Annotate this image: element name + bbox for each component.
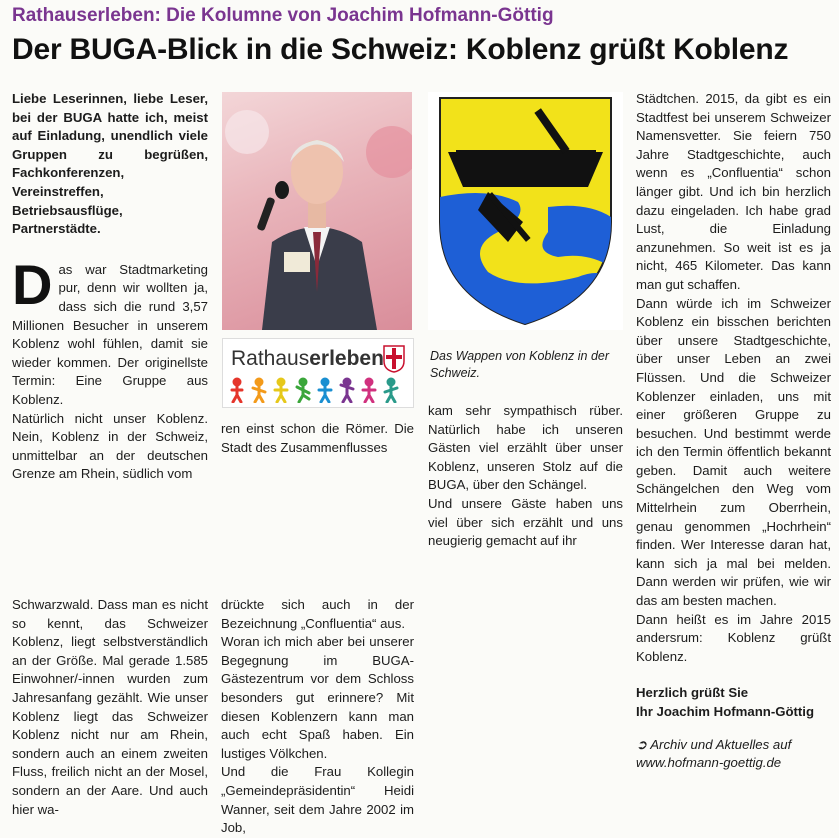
archive-line: [636, 736, 831, 755]
arrow-icon: ➲: [636, 736, 648, 752]
logo-text-b: erleben: [309, 347, 384, 370]
body-paragraph: Dann würde ich im Schweizer Koblenz ein bisschen berichten über unsere Stadtgeschichte, über unser Leben an zwei Flüssen. Und die Schweizer Koblenzer einladen, uns mit einer größeren Gruppe zu besuchen. Und bestimmt werde ich den Termin öffentlich bekannt geben. Damit auch weitere Schängelchen den Weg vom Mittelrhein zum Oberrhein, genau genommen „Hochrhein“ finden. Wer Interesse daran hat, kann sich ja mal bei melden. Dann werden wir prüfen, wie wir das am besten machen.: [636, 295, 831, 609]
column-2-bottom: [221, 596, 414, 838]
body-paragraph: drückte sich auch in der Bezeichnung „Confluentia“ aus.: [221, 597, 414, 631]
column-kicker: Rathauserleben: Die Kolumne von Joachim Hofmann-Göttig: [12, 5, 554, 26]
signature-line-2: Ihr Joachim Hofmann-Göttig: [636, 704, 815, 719]
coat-of-arms-icon: [383, 345, 405, 373]
figures-icon: [229, 377, 409, 403]
rathauserleben-logo: [222, 338, 414, 408]
body-paragraph: Und die Frau Kollegin „Gemeindepräsidentin“ Heidi Wanner, seit dem Jahre 2002 im Job,: [221, 764, 414, 836]
intro-paragraph: Liebe Leserinnen, liebe Leser, bei der BUGA hatte ich, meist auf Einladung, unendlich viele Gruppen zu begrüßen, Fachkonferenzen, Vereinstreffen, Betriebsausflüge, Partnerstädte.: [12, 91, 208, 237]
column-3: [428, 402, 623, 551]
column-1-bottom: [12, 596, 208, 819]
portrait-photo: [222, 92, 412, 330]
body-paragraph: Schwarzwald. Dass man es nicht so kennt, das Schweizer Koblenz, liegt selbstverständlich an der Größe. Mal gerade 1.585 Einwohner/-innen wurden zum Jahresanfang gezählt. Wie unser Koblenz liegt das Schweizer Koblenz nicht nur am Rhein, sondern auch an einem zweiten Fluss, freilich nicht an der Mosel, sondern an der Aare. Und auch hier wa-: [12, 597, 208, 817]
body-paragraph: Woran ich mich aber bei unserer Begegnung im BUGA-Gästezentrum vor dem Schloss besonders gut erinnere? Mit diesen Koblenzern kann man auch echt Spaß haben. Ein lustiges Völkchen.: [221, 634, 414, 761]
coat-of-arms-image: [428, 92, 623, 330]
column-1-top: [12, 90, 208, 484]
body-paragraph: ren einst schon die Römer. Die Stadt des Zusammenflusses: [221, 421, 414, 455]
body-paragraph: Natürlich nicht unser Koblenz. Nein, Koblenz in der Schweiz, unmittelbar an der deutschen Grenze am Rhein, südlich vom: [12, 410, 208, 482]
column-4: [636, 90, 831, 773]
body-paragraph: [12, 252, 208, 410]
column-2-top: [221, 420, 414, 457]
logo-wordmark: [231, 347, 384, 371]
signature-line-1: Herzlich grüßt Sie: [636, 685, 749, 701]
body-paragraph: Städtchen. 2015, da gibt es ein Stadtfest bei unserem Schweizer Namensvetter. Sie feiern 750 Jahre Stadtgeschichte, auch wenn es „Confluentia“ schon länger gibt. Und ich bin herzlich dazu eingeladen. Ich habe grad Lust, die Einladung anzunehmen. So weit ist es ja nicht, 465 Kilometer. Das kann man gut schaffen.: [636, 91, 831, 292]
headline: Der BUGA-Blick in die Schweiz: Koblenz grüßt Koblenz: [12, 33, 789, 66]
website-link[interactable]: www.hofmann-goettig.de: [636, 755, 782, 771]
image-caption: Das Wappen von Koblenz in der Schweiz.: [430, 349, 610, 380]
koblenz-ch-shield-icon: [428, 92, 623, 330]
drop-cap: D: [12, 252, 53, 316]
body-paragraph: Dann heißt es im Jahre 2015 andersrum: Koblenz grüßt Koblenz.: [636, 611, 831, 664]
body-text: as war Stadtmarketing pur, denn wir wollten ja, dass sich die rund 3,57 Millionen Besucher in unserem Koblenz wohl fühlen, damit sie wieder kommen. Der originellste Termin: Eine Gruppe aus Koblenz.: [12, 261, 208, 407]
archive-text: Archiv und Aktuelles auf: [650, 736, 792, 752]
logo-text-a: Rathaus: [231, 347, 310, 370]
portrait-illustration: [222, 92, 412, 330]
body-paragraph: Und unsere Gäste haben uns viel über sich erzählt und uns neugierig gemacht auf ihr: [428, 495, 623, 549]
body-paragraph: kam sehr sympathisch rüber. Natürlich habe ich unseren Gästen viel erzählt über unser Koblenz, unseren Stolz auf die BUGA, über den Schängel.: [428, 403, 623, 493]
